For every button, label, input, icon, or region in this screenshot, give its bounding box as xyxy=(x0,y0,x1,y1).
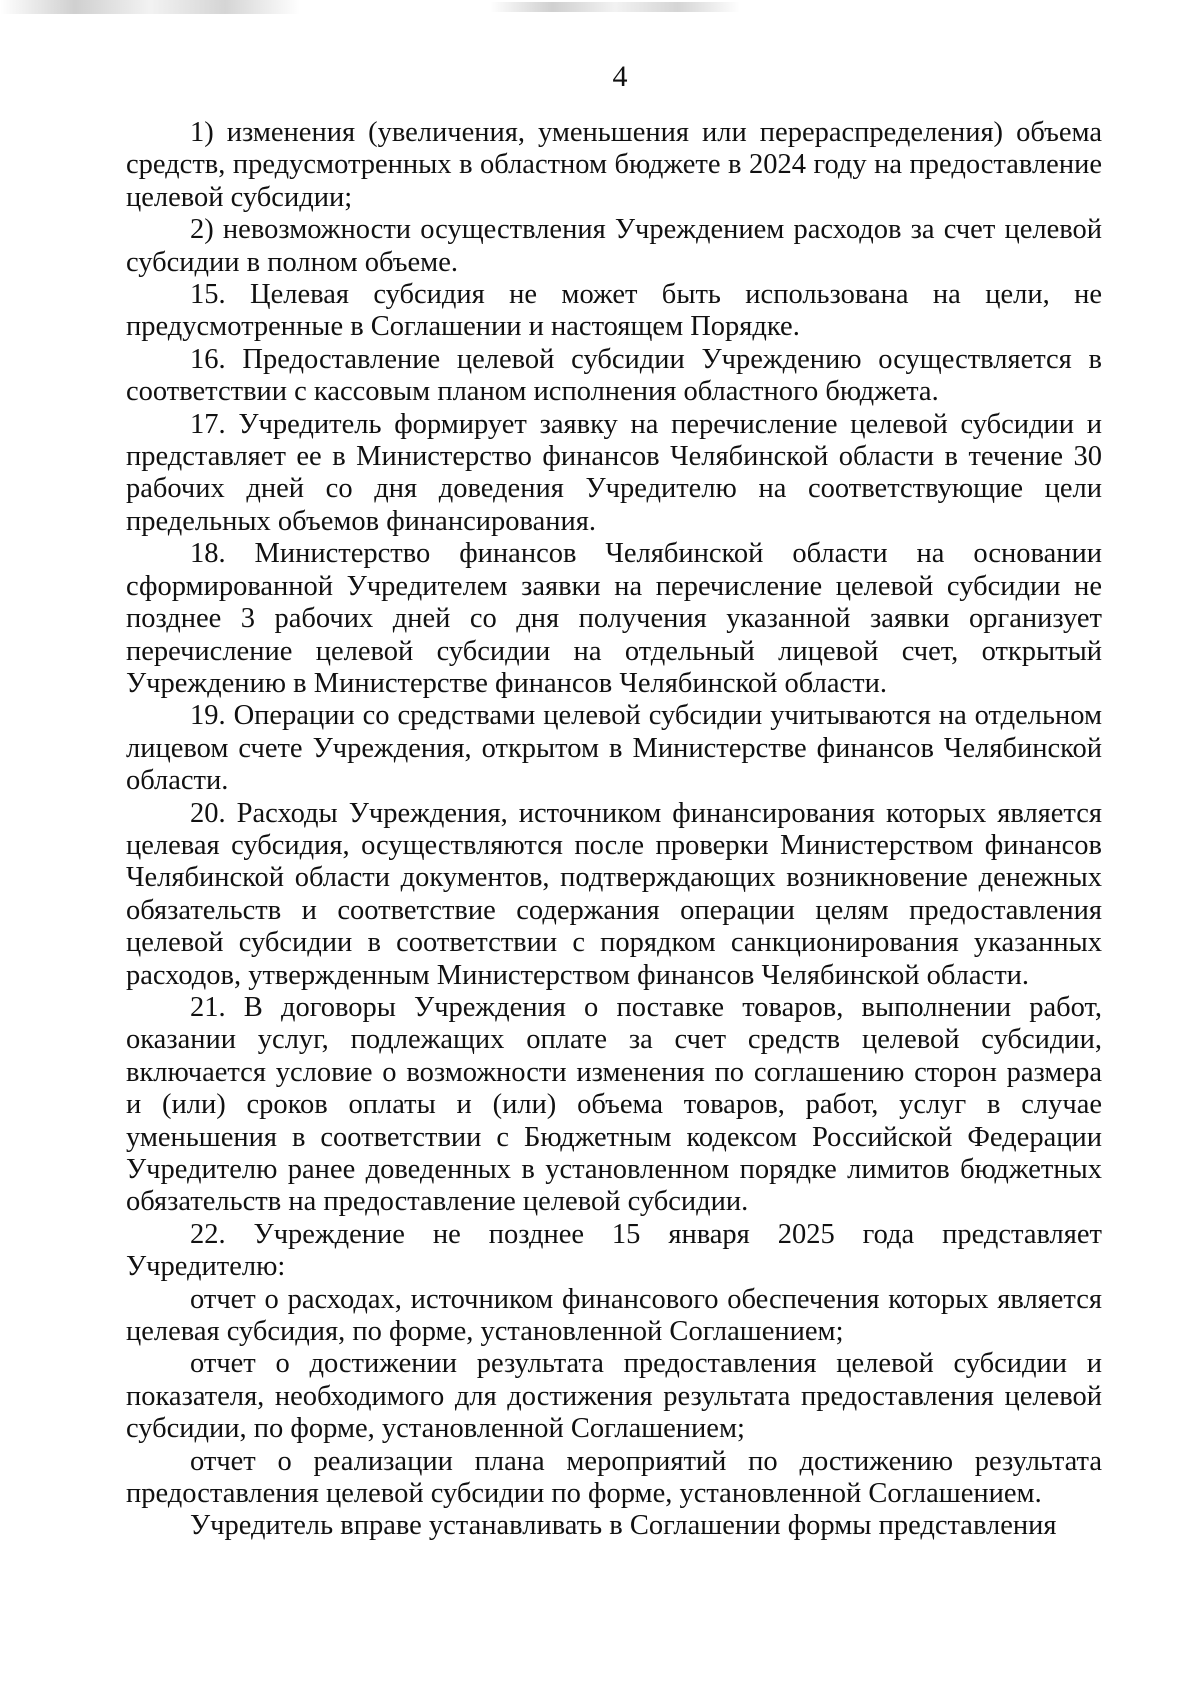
paragraph: 16. Предоставление целевой субсидии Учреждению осуществляется в соответствии с кассовым планом исполнения областного бюджета. xyxy=(126,343,1102,408)
paragraph: 17. Учредитель формирует заявку на перечисление целевой субсидии и представляет ее в Министерство финансов Челябинской области в течение 30 рабочих дней со дня доведения Учредителю на соответствующие цели предельных объемов финансирования. xyxy=(126,408,1102,537)
paragraph: Учредитель вправе устанавливать в Соглашении формы представления xyxy=(190,1510,1057,1542)
paragraph: 18. Министерство финансов Челябинской области на основании сформированной Учредителем заявки на перечисление целевой субсидии не позднее 3 рабочих дней со дня получения указанной заявки организует перечисление целевой субсидии на отдельный лицевой счет, открытый Учреждению в Министерстве финансов Челябинской области. xyxy=(126,538,1102,699)
paragraph: 21. В договоры Учреждения о поставке товаров, выполнении работ, оказании услуг, подлежащих оплате за счет средств целевой субсидии, включается условие о возможности изменения по соглашению сторон размера и (или) сроков оплаты и (или) объема товаров, работ, услуг в случае уменьшения в соответствии с Бюджетным кодексом Российской Федерации Учредителю ранее доведенных в установленном порядке лимитов бюджетных обязательств на предоставление целевой субсидии. xyxy=(126,991,1102,1218)
paragraph: 20. Расходы Учреждения, источником финансирования которых является целевая субсидия, осуществляются после проверки Министерством финансов Челябинской области документов, подтверждающих возникновение денежных обязательств и соответствие содержания операции целям предоставления целевой субсидии в соответствии с порядком санкционирования указанных расходов, утвержденным Министерством финансов Челябинской области. xyxy=(126,797,1102,991)
scan-artifact xyxy=(490,2,740,12)
page-number: 4 xyxy=(612,60,628,93)
paragraph: 15. Целевая субсидия не может быть использована на цели, не предусмотренные в Соглашении и настоящем Порядке. xyxy=(126,279,1102,343)
paragraph: отчет о расходах, источником финансового обеспечения которых является целевая субсидия, по форме, установленной Соглашением; xyxy=(126,1283,1102,1348)
paragraph: 22. Учреждение не позднее 15 января 2025 года представляет Учредителю: xyxy=(126,1218,1102,1283)
document-body xyxy=(126,117,1102,1543)
paragraph: 19. Операции со средствами целевой субсидии учитываются на отдельном лицевом счете Учреждения, открытом в Министерстве финансов Челябинской области. xyxy=(126,700,1102,797)
paragraph: отчет о реализации плана мероприятий по достижению результата предоставления целевой субсидии по форме, установленной Соглашением. xyxy=(126,1445,1102,1510)
scan-artifact xyxy=(0,0,300,14)
paragraph: отчет о достижении результата предоставления целевой субсидии и показателя, необходимого для достижения результата предоставления целевой субсидии, по форме, установленной Соглашением; xyxy=(126,1348,1102,1445)
paragraph: 1) изменения (увеличения, уменьшения или перераспределения) объема средств, предусмотренных в областном бюджете в 2024 году на предоставление целевой субсидии; xyxy=(126,117,1102,213)
paragraph: 2) невозможности осуществления Учреждением расходов за счет целевой субсидии в полном объеме. xyxy=(126,214,1102,278)
